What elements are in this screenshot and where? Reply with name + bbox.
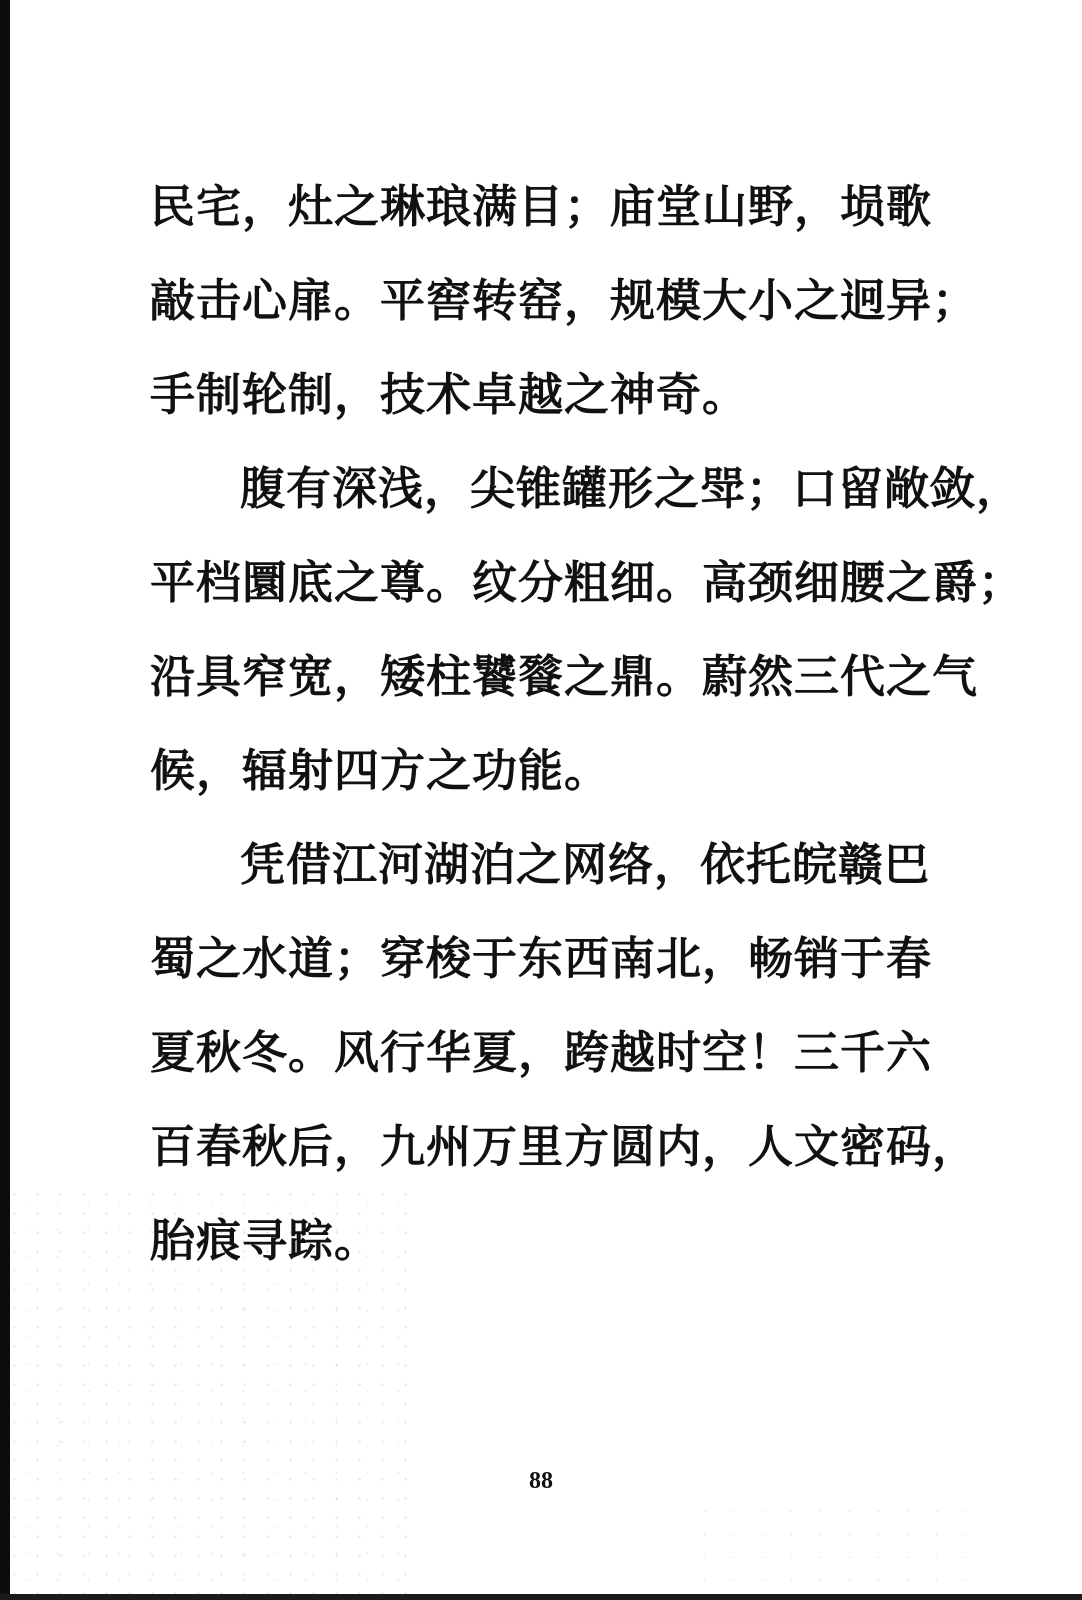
text-line: 蜀之水道；穿梭于东西南北，畅销于春 — [150, 932, 933, 985]
paragraph-1 — [150, 160, 979, 442]
paragraph-3 — [150, 818, 979, 1288]
text-line: 手制轮制，技术卓越之神奇。 — [150, 368, 749, 421]
body-text — [150, 160, 1025, 1288]
text-line: 候，辐射四方之功能。 — [150, 744, 611, 797]
page-number: 88 — [529, 1468, 553, 1494]
text-line: 百春秋后，九州万里方圆内，人文密码， — [150, 1120, 979, 1173]
scan-bottom-edge — [0, 1594, 1082, 1600]
text-line: 沿具窄宽，矮柱饕餮之鼎。蔚然三代之气 — [150, 650, 979, 703]
scan-noise-right — [690, 1500, 990, 1600]
text-line: 民宅，灶之琳琅满目；庙堂山野，埙歌 — [150, 180, 933, 233]
text-line: 夏秋冬。风行华夏，跨越时空！三千六 — [150, 1026, 933, 1079]
text-line: 敲击心扉。平窖转窑，规模大小之迥异； — [150, 274, 979, 327]
text-line: 腹有深浅，尖锥罐形之斝；口留敞敛， — [240, 462, 1023, 515]
text-line: 凭借江河湖泊之网络，依托皖赣巴 — [240, 838, 931, 891]
paragraph-2 — [150, 442, 1025, 818]
text-line: 胎痕寻踪。 — [150, 1214, 381, 1267]
text-line: 平档圜底之尊。纹分粗细。高颈细腰之爵； — [150, 556, 1025, 609]
